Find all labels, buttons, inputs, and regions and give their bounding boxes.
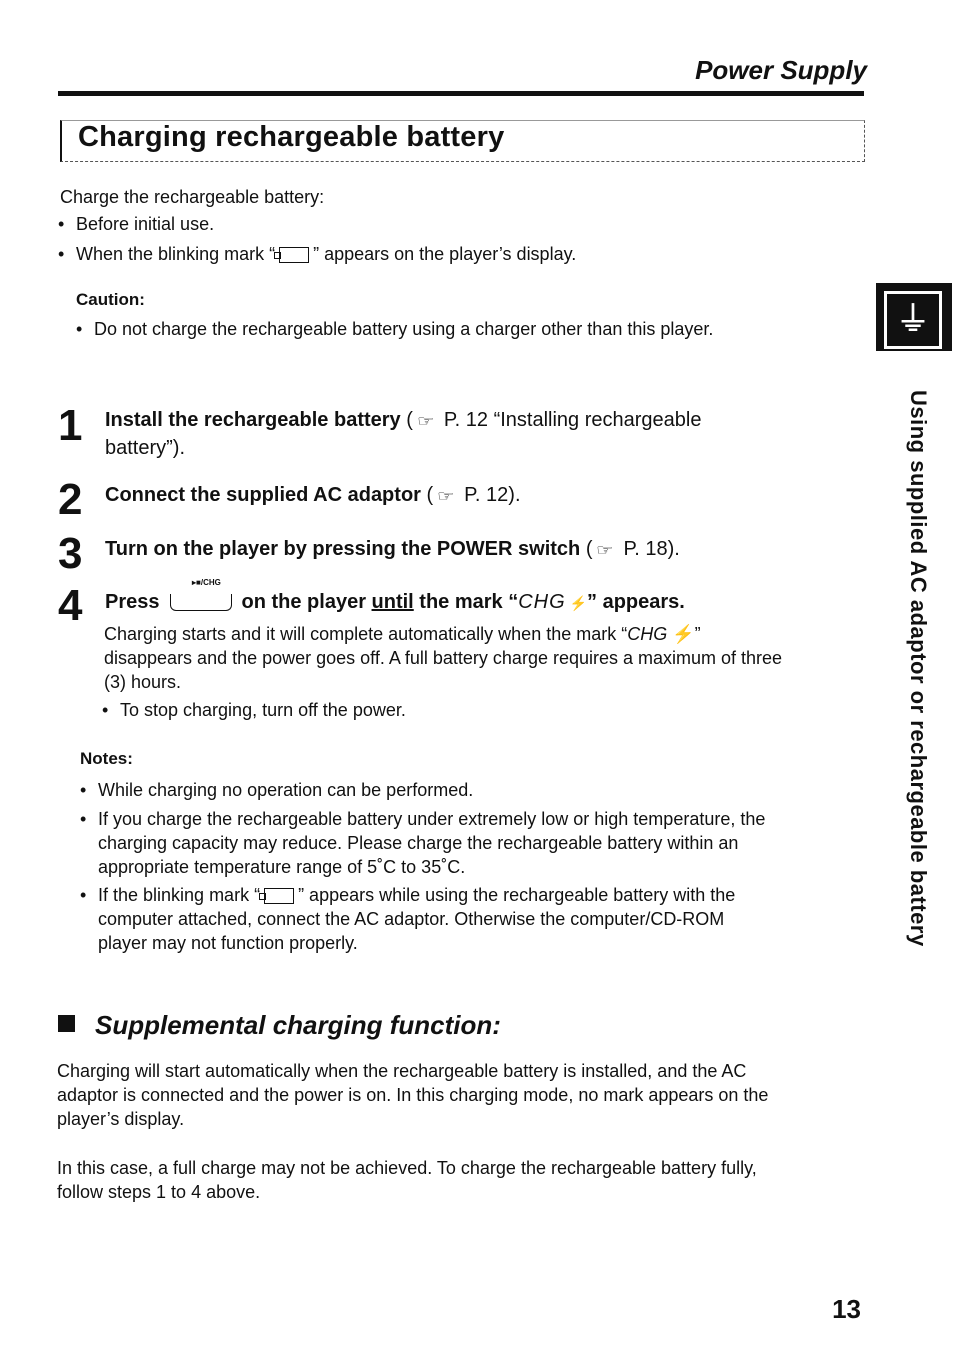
step-3-number: 3: [58, 529, 83, 578]
step-4-press: Press: [105, 591, 160, 613]
step-3-text: Turn on the player by pressing the POWER switch ( ☞ P. 18).: [105, 536, 680, 564]
section-title: Power Supply: [695, 55, 867, 85]
supp-p2-line-2: follow steps 1 to 4 above.: [57, 1182, 261, 1202]
notes-heading: Notes:: [80, 749, 133, 768]
step-4-rest-b: the mark “: [413, 591, 519, 613]
step-4-rest-a: on the player: [241, 591, 372, 613]
supp-p1-line-3: player’s display.: [57, 1109, 185, 1129]
step-1-text: Install the rechargeable battery ( ☞ P. 12 “Installing rechargeable battery”).: [105, 409, 702, 459]
step-4-appears: ” appears.: [587, 591, 685, 613]
supp-p2-line-1: In this case, a full charge may not be achieved. To charge the rechargeable battery fully,: [57, 1158, 757, 1178]
note-2: [98, 807, 858, 879]
intro-line: Charge the rechargeable battery:: [60, 187, 325, 207]
step-4-number: 4: [58, 581, 83, 630]
supplemental-title: [58, 1010, 501, 1041]
intro-bullet-1: • Before initial use.: [76, 212, 214, 236]
battery-low-icon: [264, 888, 294, 904]
step-4-bullet: • To stop charging, turn off the power.: [120, 698, 406, 722]
header-rule: [58, 91, 864, 96]
step-4-text: [105, 589, 685, 616]
page-title: Charging rechargeable battery: [78, 121, 505, 153]
step-2-bold: Connect the supplied AC adaptor: [105, 484, 421, 506]
step-3-ref: P. 18).: [617, 538, 680, 560]
note-3: [98, 883, 858, 955]
caution-text: • Do not charge the rechargeable battery using a charger other than this player.: [94, 317, 713, 341]
step-4-until: until: [371, 591, 414, 613]
battery-low-icon: [279, 247, 309, 263]
supplemental-paragraph-2: [57, 1156, 867, 1204]
reference-icon: ☞: [596, 542, 614, 559]
step-2-number: 2: [58, 475, 83, 524]
intro-bullet-2: [76, 242, 576, 266]
note-3-line-2: computer attached, connect the AC adaptor. Otherwise the computer/CD-ROM: [98, 909, 725, 929]
supplemental-paragraph-1: [57, 1059, 867, 1131]
note-2-line-1: • If you charge the rechargeable battery under extremely low or high temperature, the: [98, 809, 765, 829]
chg-indicator: CHG: [518, 591, 566, 613]
side-tab-label: Using supplied AC adaptor or rechargeable battery: [906, 390, 931, 947]
intro-bullet-2-a: When the blinking mark “: [76, 244, 276, 264]
note-2-line-2: charging capacity may reduce. Please charge the rechargeable battery within an: [98, 833, 739, 853]
caution-heading: Caution:: [76, 290, 145, 309]
chg-indicator-small: CHG: [627, 624, 668, 644]
note-1: • While charging no operation can be performed.: [98, 778, 473, 802]
step-4-detail-3: (3) hours.: [104, 672, 182, 692]
play-charge-button-icon: [170, 594, 232, 611]
step-2-ref: P. 12).: [458, 484, 521, 506]
note-3-line-3: player may not function properly.: [98, 933, 358, 953]
step-2-text: Connect the supplied AC adaptor ( ☞ P. 12).: [105, 482, 521, 510]
intro-bullet-2-b: ” appears on the player’s display.: [313, 244, 577, 264]
step-1-number: 1: [58, 401, 83, 450]
step-1-bold: Install the rechargeable battery: [105, 409, 401, 431]
charging-icon: ⚡: [565, 595, 588, 611]
step-3-bold: Turn on the player by pressing the POWER switch: [105, 538, 581, 560]
step-1-cont: battery”).: [105, 437, 186, 459]
square-bullet-icon: [58, 1015, 75, 1032]
plug-icon: ⏚: [884, 291, 942, 349]
supplemental-title-text: Supplemental charging function:: [95, 1010, 501, 1040]
note-3-line-1a: • If the blinking mark “: [98, 885, 260, 905]
step-4-detail-1a: Charging starts and it will complete automatically when the mark “: [104, 624, 628, 644]
note-3-line-1b: ” appears while using the rechargeable battery with the: [298, 885, 736, 905]
chg-button-label: ▸■/CHG: [192, 578, 221, 587]
step-1-ref: P. 12 “Installing rechargeable: [438, 409, 702, 431]
section-tab: [876, 283, 952, 351]
reference-icon: ☞: [416, 413, 435, 430]
step-4-detail: [104, 622, 869, 694]
charging-icon: ⚡: [667, 624, 695, 644]
reference-icon: ☞: [437, 488, 455, 505]
step-4-detail-2: disappears and the power goes off. A full battery charge requires a maximum of three: [104, 648, 783, 668]
step-4-detail-1b: ”: [694, 624, 701, 644]
page-number: 13: [832, 1294, 861, 1324]
note-2-line-3: appropriate temperature range of 5˚C to 35˚C.: [98, 857, 466, 877]
supp-p1-line-2: adaptor is connected and the power is on. In this charging mode, no mark appears on the: [57, 1085, 769, 1105]
supp-p1-line-1: Charging will start automatically when the rechargeable battery is installed, and the AC: [57, 1061, 747, 1081]
